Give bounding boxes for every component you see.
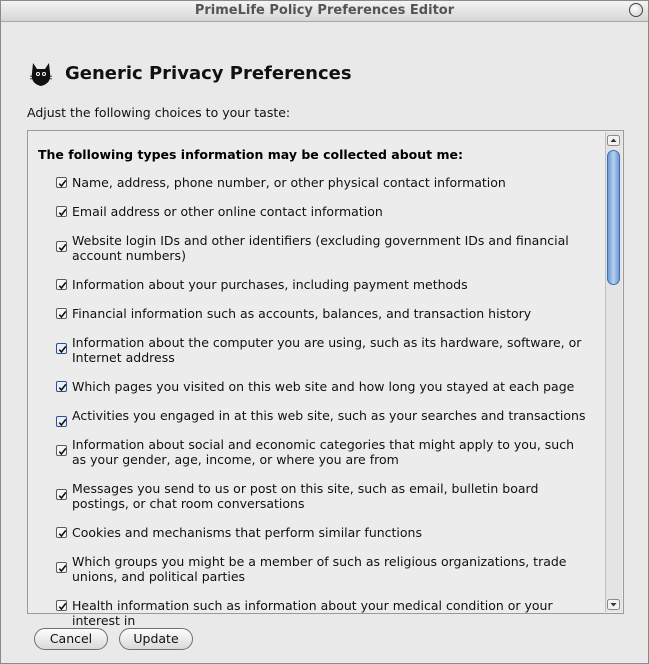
preference-label: Health information such as information about your medical condition or your interest in bbox=[72, 598, 553, 628]
preference-checkbox[interactable] bbox=[56, 445, 67, 456]
preference-checkbox[interactable] bbox=[56, 177, 67, 188]
preference-checkbox[interactable] bbox=[56, 562, 67, 573]
window-title: PrimeLife Policy Preferences Editor bbox=[194, 3, 455, 18]
close-window-button[interactable] bbox=[629, 3, 643, 17]
checkmark-icon bbox=[57, 309, 68, 320]
preference-label: Information about social and economic categories that might apply to you, such as your gender, age, income, or where you are from bbox=[72, 437, 575, 467]
checkmark-icon bbox=[57, 178, 68, 189]
preference-label: Financial information such as accounts, balances, and transaction history bbox=[72, 306, 532, 321]
preference-checkbox[interactable] bbox=[56, 381, 67, 392]
checkmark-icon bbox=[57, 344, 68, 355]
preferences-panel bbox=[27, 130, 624, 628]
preference-label: Which pages you visited on this web site and how long you stayed at each page bbox=[72, 379, 575, 394]
preference-label: Which groups you might be a member of such as religious organizations, trade unions, and political parties bbox=[72, 554, 567, 584]
preference-checkbox[interactable] bbox=[56, 343, 67, 354]
preference-label: Messages you send to us or post on this site, such as email, bulletin board postings, or chat room conversations bbox=[72, 481, 539, 511]
preference-checkbox[interactable] bbox=[56, 279, 67, 290]
checkmark-icon bbox=[57, 242, 68, 253]
checkmark-icon bbox=[57, 528, 68, 539]
preference-checkbox[interactable] bbox=[56, 527, 67, 538]
preference-checkbox[interactable] bbox=[56, 206, 67, 217]
checkmark-icon bbox=[57, 490, 68, 501]
vertical-scrollbar[interactable] bbox=[605, 132, 622, 612]
preference-label: Information about your purchases, including payment methods bbox=[72, 277, 468, 292]
preference-label: Name, address, phone number, or other physical contact information bbox=[72, 175, 506, 190]
scrollbar-thumb[interactable] bbox=[607, 150, 620, 285]
preference-label: Website login IDs and other identifiers (excluding government IDs and financial account numbers) bbox=[72, 233, 569, 263]
preferences-list bbox=[28, 131, 606, 628]
checkmark-icon bbox=[57, 446, 68, 457]
instructions-text: Adjust the following choices to your taste: bbox=[27, 105, 291, 120]
preference-checkbox[interactable] bbox=[56, 416, 67, 427]
preference-checkbox[interactable] bbox=[56, 489, 67, 500]
page-title: Generic Privacy Preferences bbox=[65, 63, 352, 84]
preference-label: Information about the computer you are using, such as its hardware, software, or Internet address bbox=[72, 335, 582, 365]
preference-label: Activities you engaged in at this web site, such as your searches and transactions bbox=[72, 408, 586, 423]
checkmark-icon bbox=[57, 382, 68, 393]
checkmark-icon bbox=[57, 280, 68, 291]
cancel-button[interactable]: Cancel bbox=[34, 628, 108, 650]
scroll-down-arrow-icon[interactable] bbox=[607, 599, 620, 610]
cat-icon bbox=[27, 59, 55, 89]
preference-label: Cookies and mechanisms that perform similar functions bbox=[72, 525, 422, 540]
preference-label: Email address or other online contact information bbox=[72, 204, 383, 219]
update-button[interactable]: Update bbox=[119, 628, 193, 650]
preference-checkbox[interactable] bbox=[56, 600, 67, 611]
preference-checkbox[interactable] bbox=[56, 241, 67, 252]
checkmark-icon bbox=[57, 207, 68, 218]
title-bar[interactable] bbox=[1, 1, 648, 22]
checkmark-icon bbox=[57, 563, 68, 574]
scroll-up-arrow-icon[interactable] bbox=[607, 135, 620, 146]
checkmark-icon bbox=[57, 417, 68, 428]
preference-checkbox[interactable] bbox=[56, 308, 67, 319]
checkmark-icon bbox=[57, 601, 68, 612]
section-title: The following types information may be collected about me: bbox=[38, 147, 463, 162]
